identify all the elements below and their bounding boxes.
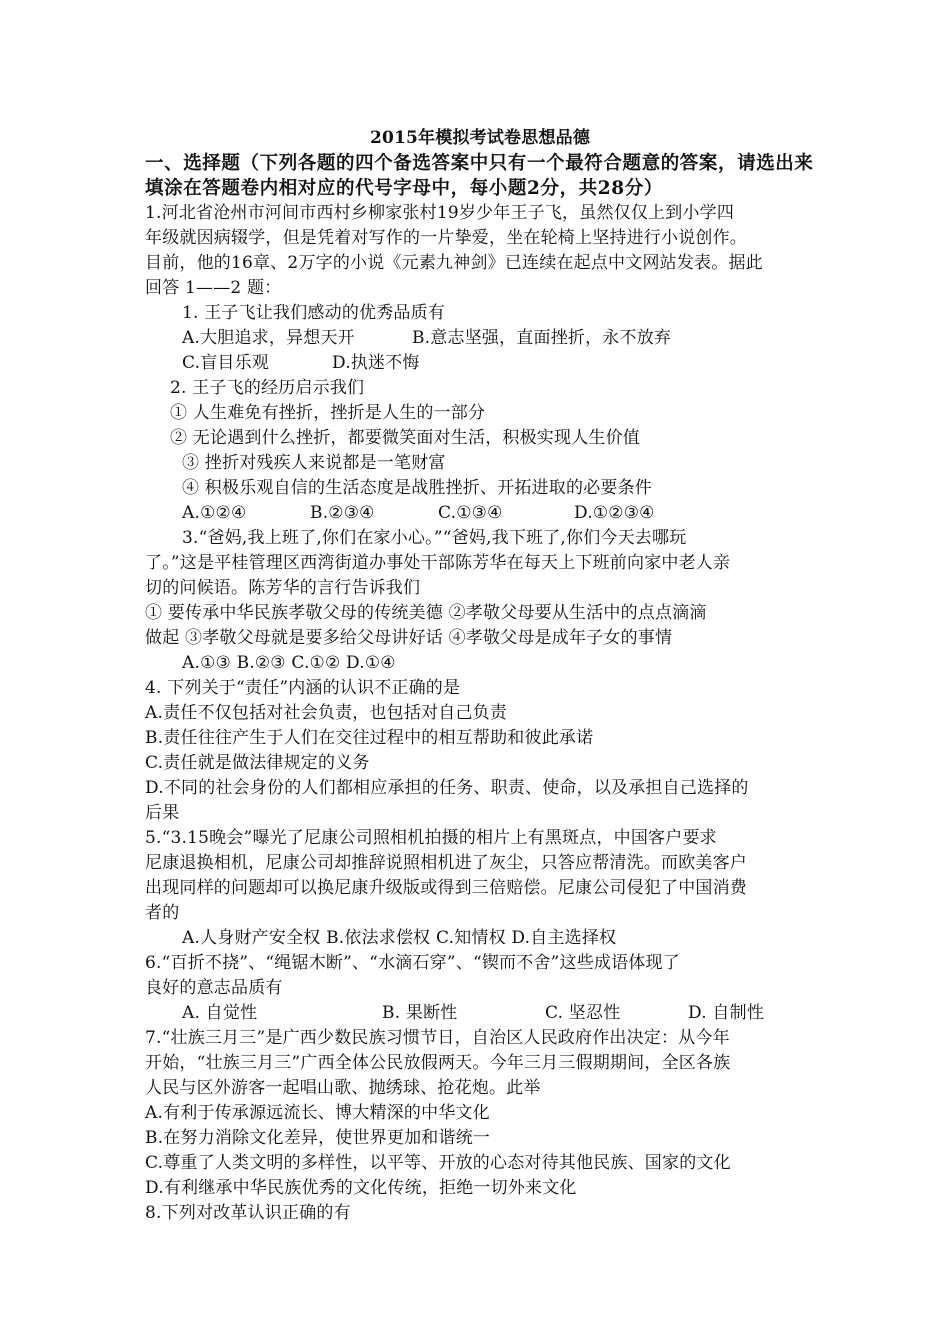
page-title: 2015年模拟考试卷思想品德 (369, 128, 591, 148)
question-6-line: 良好的意志品质有 (145, 978, 283, 998)
question-2-options (145, 501, 815, 526)
question-3-line: 了。”这是平桂管理区西湾街道办事处干部陈芳华在每天上下班前向家中老人亲 (145, 553, 731, 573)
option-c: C.盲目乐观 (182, 353, 270, 373)
question-2-item: ① 人生难免有挫折，挫折是人生的一部分 (170, 403, 486, 423)
material-1-line: 年级就因病辍学，但是凭着对写作的一片挚爱，坐在轮椅上坚持进行小说创作。 (145, 228, 747, 248)
option-b: B.在努力消除文化差异，使世界更加和谐统一 (145, 1128, 491, 1148)
question-5-line: 出现同样的问题却可以换尼康升级版或得到三倍赔偿。尼康公司侵犯了中国消费 (145, 878, 747, 898)
option-b: B.②③④ (310, 503, 375, 523)
material-1-line: 目前，他的16章、2万字的小说《元素九神剑》已连续在起点中文网站发表。据此 (145, 253, 763, 273)
option-b: B. 果断性 (382, 1003, 458, 1023)
question-2-item: ② 无论遇到什么挫折，都要微笑面对生活，积极实现人生价值 (170, 428, 641, 448)
question-4-stem: 4. 下列关于“责任”内涵的认识不正确的是 (145, 678, 461, 698)
option-d: D.有利继承中华民族优秀的文化传统，拒绝一切外来文化 (145, 1178, 577, 1198)
question-2-item: ③ 挫折对残疾人来说都是一笔财富 (182, 453, 446, 473)
option-d-continued: 后果 (145, 803, 180, 823)
question-1-options-row-2 (145, 351, 815, 376)
option-a: A.①②④ (182, 503, 247, 523)
section-heading-line-1: 一、选择题（下列各题的四个备选答案中只有一个最符合题意的答案，请选出来 (145, 153, 814, 174)
option-c: C.责任就是做法律规定的义务 (145, 753, 370, 773)
option-b: B.责任往往产生于人们在交往过程中的相互帮助和彼此承诺 (145, 728, 594, 748)
question-2-item: ④ 积极乐观自信的生活态度是战胜挫折、开拓进取的必要条件 (182, 478, 653, 498)
question-3-options: A.①③ B.②③ C.①② D.①④ (182, 653, 396, 673)
question-5-line: 者的 (145, 903, 180, 923)
option-c: C.尊重了人类文明的多样性，以平等、开放的心态对待其他民族、国家的文化 (145, 1153, 731, 1173)
option-a: A.有利于传承源远流长、博大精深的中华文化 (145, 1103, 490, 1123)
question-7-line: 7.“壮族三月三”是广西少数民族习惯节日，自治区人民政府作出决定：从今年 (145, 1028, 730, 1048)
question-5-options: A.人身财产安全权 B.依法求偿权 C.知情权 D.自主选择权 (182, 928, 617, 948)
question-3-line: ① 要传承中华民族孝敬父母的传统美德 ②孝敬父母要从生活中的点点滴滴 (145, 603, 707, 623)
option-d: D.执迷不悔 (332, 353, 420, 373)
question-2-stem: 2. 王子飞的经历启示我们 (170, 378, 365, 398)
question-1-stem: 1. 王子飞让我们感动的优秀品质有 (182, 303, 446, 323)
option-a: A.大胆追求，异想天开 (182, 328, 355, 348)
material-1-line: 1.河北省沧州市河间市西村乡柳家张村19岁少年王子飞，虽然仅仅上到小学四 (145, 203, 735, 223)
section-heading-line-2: 填涂在答题卷内相对应的代号字母中，每小题2分，共28分） (145, 178, 663, 199)
question-6-line: 6.“百折不挠”、“绳锯木断”、“水滴石穿”、“锲而不舍”这些成语体现了 (145, 953, 680, 973)
option-d: D.不同的社会身份的人们都相应承担的任务、职责、使命，以及承担自己选择的 (145, 778, 749, 798)
option-d: D.①②③④ (574, 503, 655, 523)
question-3-line: 切的问候语。陈芳华的言行告诉我们 (145, 578, 421, 598)
option-a: A.责任不仅包括对社会负责，也包括对自己负责 (145, 703, 508, 723)
question-5-line: 尼康退换相机，尼康公司却推辞说照相机进了灰尘，只答应帮清洗。而欧美客户 (145, 853, 747, 873)
question-7-line: 人民与区外游客一起唱山歌、抛绣球、抢花炮。此举 (145, 1078, 541, 1098)
option-d: D. 自制性 (688, 1003, 765, 1023)
option-c: C.①③④ (438, 503, 503, 523)
exam-content (145, 126, 815, 1226)
option-a: A. 自觉性 (182, 1003, 258, 1023)
question-5-line: 5.“3.15晚会”曝光了尼康公司照相机拍摄的相片上有黑斑点，中国客户要求 (145, 828, 717, 848)
option-b: B.意志坚强，直面挫折，永不放弃 (412, 328, 672, 348)
question-3-line: 做起 ③孝敬父母就是要多给父母讲好话 ④孝敬父母是成年子女的事情 (145, 628, 673, 648)
question-7-line: 开始，“壮族三月三”广西全体公民放假两天。今年三月三假期期间，全区各族 (145, 1053, 731, 1073)
question-3-line: 3.“爸妈,我上班了,你们在家小心。”“爸妈,我下班了,你们今天去哪玩 (182, 528, 687, 548)
option-c: C. 坚忍性 (545, 1003, 621, 1023)
question-8-stem: 8.下列对改革认识正确的有 (145, 1203, 351, 1223)
material-1-line: 回答 1——2 题： (145, 278, 282, 298)
question-6-options (145, 1001, 815, 1026)
question-1-options-row-1 (145, 326, 815, 351)
